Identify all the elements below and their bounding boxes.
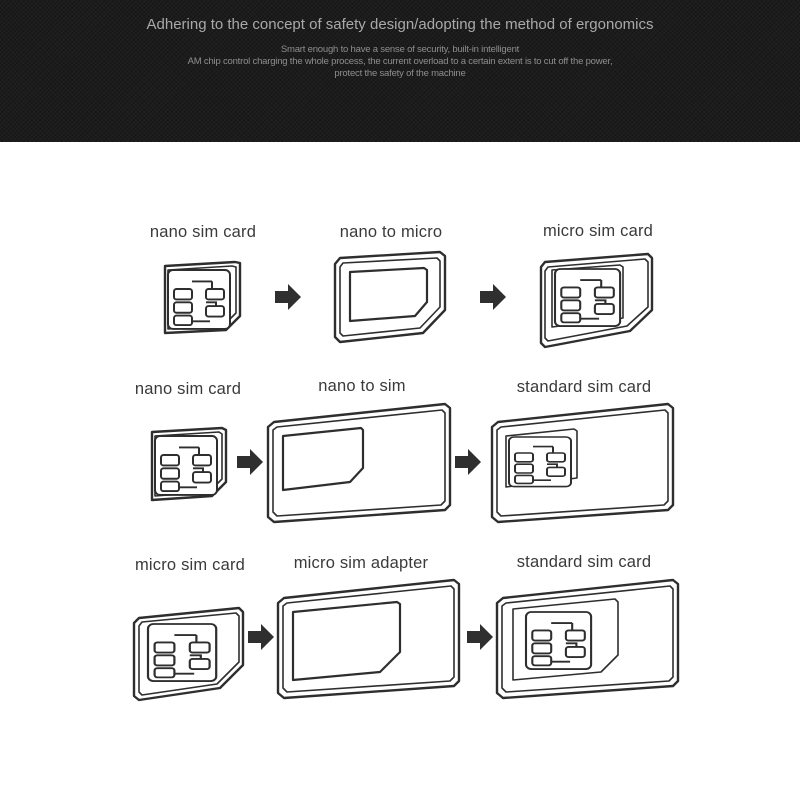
banner-subtitle-line: protect the safety of the machine: [334, 68, 466, 79]
row1-result-label: micro sim card: [542, 222, 654, 240]
row1-adapter-label: nano to micro: [339, 223, 443, 241]
row2-standard-sim-card: [492, 404, 673, 522]
row3-from-label: micro sim card: [134, 556, 246, 574]
header-banner: [0, 0, 800, 142]
row2-nano-sim-card: [152, 428, 226, 500]
sim-adapter-diagram: [0, 142, 800, 800]
row1-arrow-1: [275, 284, 301, 310]
row2-adapter-label: nano to sim: [318, 377, 406, 395]
row3-arrow-2: [467, 624, 493, 650]
banner-subtitle-line: AM chip control charging the whole process, the current overload to a certain extent is to cut off the power,: [187, 56, 613, 67]
row2-nano-to-sim-adapter: [268, 404, 450, 522]
row2-arrow-1: [237, 449, 263, 475]
row1-micro-sim-card: [541, 254, 652, 347]
row3-micro-sim-adapter: [278, 580, 459, 698]
row1-nano-to-micro-adapter: [335, 252, 445, 342]
row1-arrow-2: [480, 284, 506, 310]
row3-result-label: standard sim card: [516, 553, 652, 571]
banner-subtitle-line: Smart enough to have a sense of security, built-in intelligent: [280, 44, 520, 55]
row3-micro-sim-card: [134, 608, 243, 700]
row2-result-label: standard sim card: [516, 378, 652, 396]
row3-adapter-label: micro sim adapter: [293, 554, 429, 572]
row1-nano-sim-card: [165, 262, 240, 333]
row2-arrow-2: [455, 449, 481, 475]
banner-subtitle: [0, 44, 800, 80]
row3-standard-sim-card: [497, 580, 678, 698]
banner-title: Adhering to the concept of safety design/adopting the method of ergonomics: [146, 16, 654, 33]
row1-from-label: nano sim card: [149, 223, 257, 241]
row3-arrow-1: [248, 624, 274, 650]
row2-from-label: nano sim card: [134, 380, 242, 398]
